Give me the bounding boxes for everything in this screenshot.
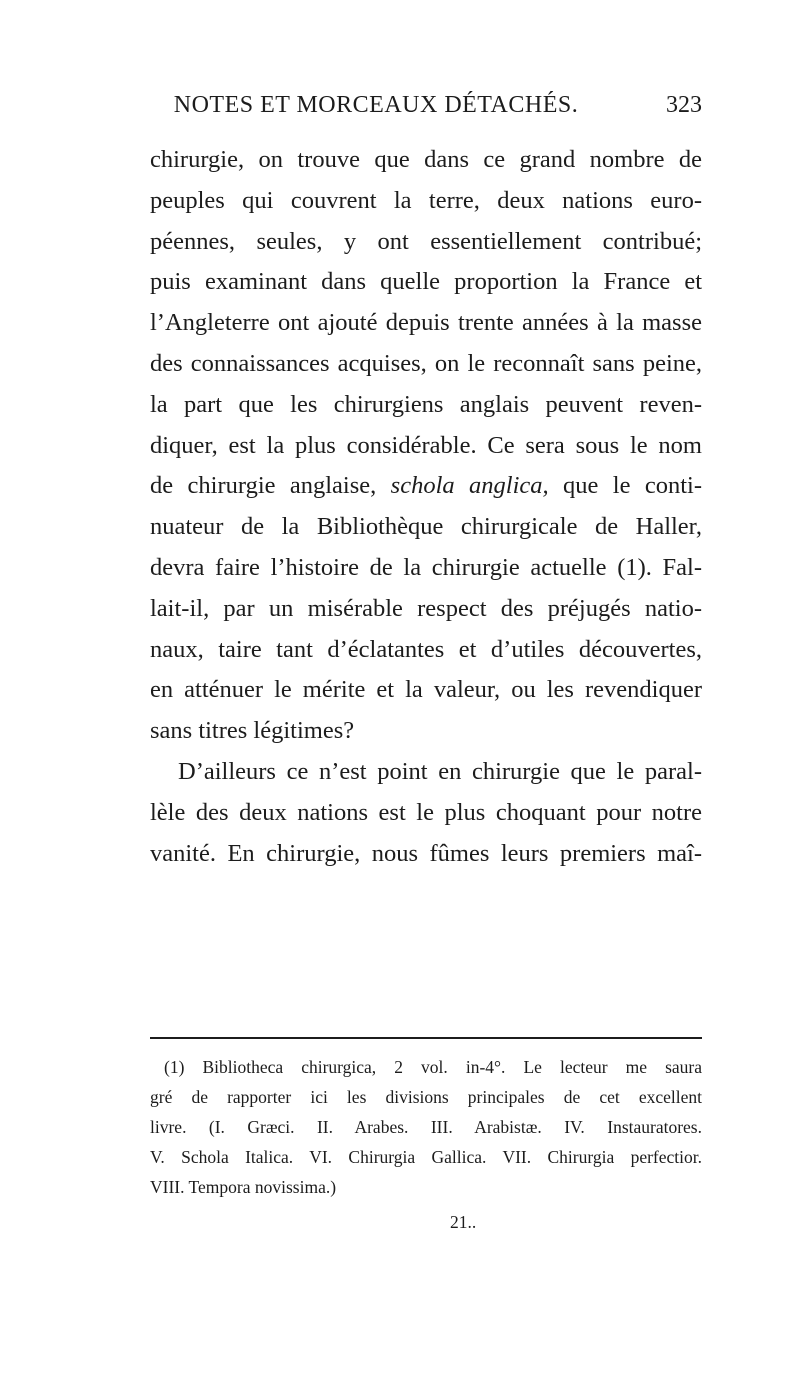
italic-phrase: schola anglica,: [390, 472, 549, 500]
page-number: 323: [666, 92, 702, 118]
footnote: [150, 1052, 702, 1202]
text-line: nuateur de la Bibliothèque chirurgicale de Haller,: [150, 513, 702, 541]
text-line: D’ailleurs ce n’est point en chirurgie que le paral-: [178, 757, 702, 785]
text-line: puis examinant dans quelle proportion la France et: [150, 268, 702, 296]
text-line: l’Angleterre ont ajouté depuis trente années à la masse: [150, 309, 702, 337]
text-line: péennes, seules, y ont essentiellement contribué;: [150, 227, 702, 255]
text-line: lèle des deux nations est le plus choquant pour notre: [150, 798, 702, 826]
signature-mark: 21..: [450, 1212, 477, 1232]
text-line: la part que les chirurgiens anglais peuvent reven-: [150, 390, 702, 418]
text-line: en atténuer le mérite et la valeur, ou les revendiquer: [150, 676, 702, 704]
text-line-with-italic: [150, 466, 702, 507]
text-line: devra faire l’histoire de la chirurgie actuelle (1). Fal-: [150, 553, 702, 581]
footnote-line: (1) Bibliotheca chirurgica, 2 vol. in-4°. Le lecteur me saura: [164, 1057, 702, 1077]
body-text: [150, 140, 702, 874]
text-line: des connaissances acquises, on le reconnaît sans peine,: [150, 349, 702, 377]
text-line: naux, taire tant d’éclatantes et d’utiles découvertes,: [150, 635, 702, 663]
footnote-line: VIII. Tempora novissima.): [150, 1177, 337, 1197]
text-line: lait-il, par un misérable respect des préjugés natio-: [150, 594, 702, 622]
text-segment: de chirurgie anglaise,: [150, 472, 377, 500]
running-head: [150, 92, 702, 122]
text-line: sans titres légitimes?: [150, 717, 355, 745]
text-line: diquer, est la plus considérable. Ce sera sous le nom: [150, 431, 702, 459]
footnote-line: gré de rapporter ici les divisions principales de cet excellent: [150, 1087, 702, 1107]
text-segment: que le conti-: [563, 472, 702, 500]
text-line: chirurgie, on trouve que dans ce grand nombre de: [150, 146, 702, 173]
text-line: peuples qui couvrent la terre, deux nations euro-: [150, 186, 702, 214]
text-line: vanité. En chirurgie, nous fûmes leurs premiers maî-: [150, 839, 702, 867]
running-title: NOTES ET MORCEAUX DÉTACHÉS.: [173, 92, 579, 118]
footnote-rule: [150, 1037, 702, 1039]
footnote-line: V. Schola Italica. VI. Chirurgia Gallica. VII. Chirurgia perfectior.: [150, 1147, 702, 1167]
footnote-line: livre. (I. Græci. II. Arabes. III. Arabistæ. IV. Instauratores.: [150, 1117, 702, 1137]
